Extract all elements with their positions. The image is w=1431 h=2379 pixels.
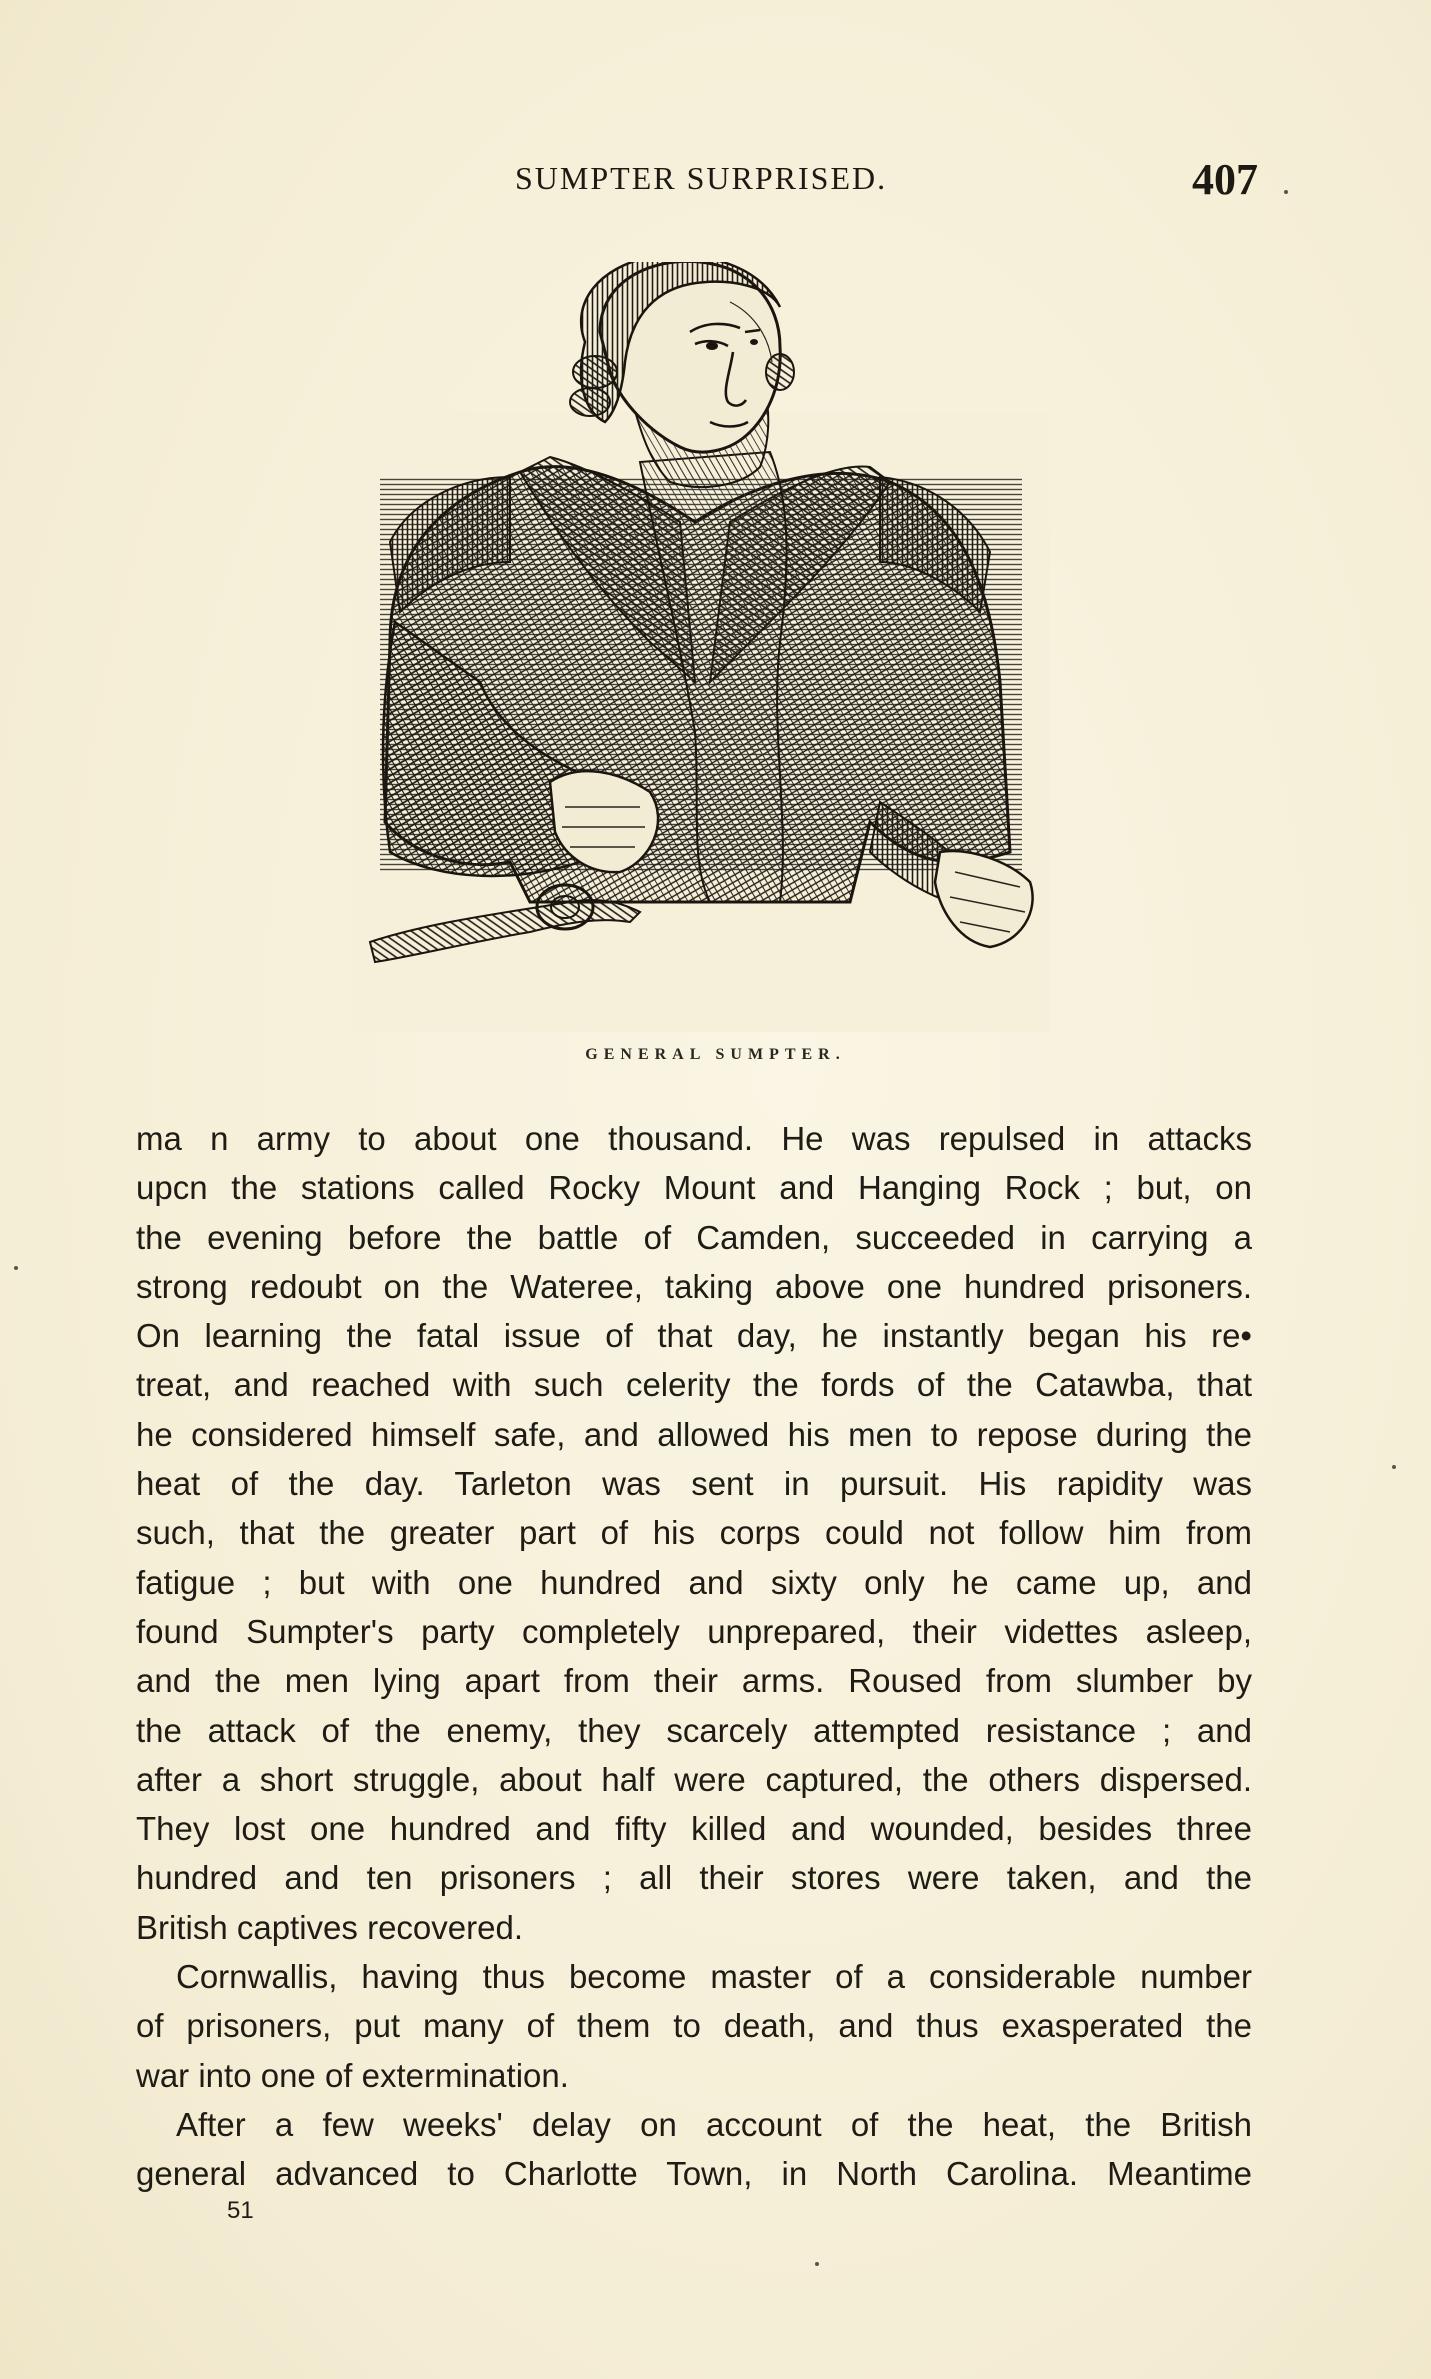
text-line: upcn the stations called Rocky Mount and Hanging Rock ; but, on [136, 1169, 1252, 1207]
text-line: after a short struggle, about half were captured, the others dispersed. [136, 1760, 1252, 1798]
page-number: 407 [1192, 155, 1258, 204]
text-line: the evening before the battle of Camden, succeeded in carrying a [136, 1218, 1252, 1256]
text-line: Cornwallis, having thus become master of a considerable number [176, 1958, 1252, 1996]
text-line: found Sumpter's party completely unprepared, their videttes asleep, [136, 1612, 1252, 1650]
text-line: On learning the fatal issue of that day, he instantly began his re• [136, 1317, 1252, 1355]
text-line: general advanced to Charlotte Town, in North Carolina. Meantime [136, 2155, 1252, 2193]
stray-mark [14, 1266, 18, 1270]
signature-mark: 51 [227, 2197, 254, 2224]
text-line: he considered himself safe, and allowed his men to repose during the [136, 1415, 1252, 1453]
text-line: After a few weeks' delay on account of the heat, the British [176, 2105, 1252, 2143]
figure-caption: GENERAL SUMPTER. [585, 1046, 846, 1063]
text-line: such, that the greater part of his corps could not follow him from [136, 1514, 1252, 1552]
text-line: heat of the day. Tarleton was sent in pursuit. His rapidity was [136, 1465, 1252, 1503]
running-head [0, 155, 1431, 210]
portrait-engraving [350, 262, 1050, 1032]
text-line: They lost one hundred and fifty killed and wounded, besides three [136, 1810, 1252, 1848]
running-title: SUMPTER SURPRISED. [515, 160, 888, 196]
stray-mark [1392, 1465, 1396, 1469]
text-line: British captives recovered. [136, 1908, 523, 1946]
text-line: of prisoners, put many of them to death, and thus exasperated the [136, 2007, 1252, 2045]
stray-mark [815, 2262, 819, 2266]
text-line: hundred and ten prisoners ; all their stores were taken, and the [136, 1859, 1252, 1897]
text-line: fatigue ; but with one hundred and sixty only he came up, and [136, 1563, 1252, 1601]
text-line: and the men lying apart from their arms. Roused from slumber by [136, 1662, 1252, 1700]
stray-mark [1284, 190, 1288, 194]
text-line: war into one of extermination. [136, 2056, 569, 2094]
text-line: treat, and reached with such celerity the fords of the Catawba, that [136, 1366, 1252, 1404]
text-line: strong redoubt on the Wateree, taking above one hundred prisoners. [136, 1267, 1252, 1305]
text-line: ma n army to about one thousand. He was repulsed in attacks [136, 1120, 1252, 1157]
text-line: the attack of the enemy, they scarcely attempted resistance ; and [136, 1711, 1252, 1749]
body-text [136, 1114, 1252, 2199]
